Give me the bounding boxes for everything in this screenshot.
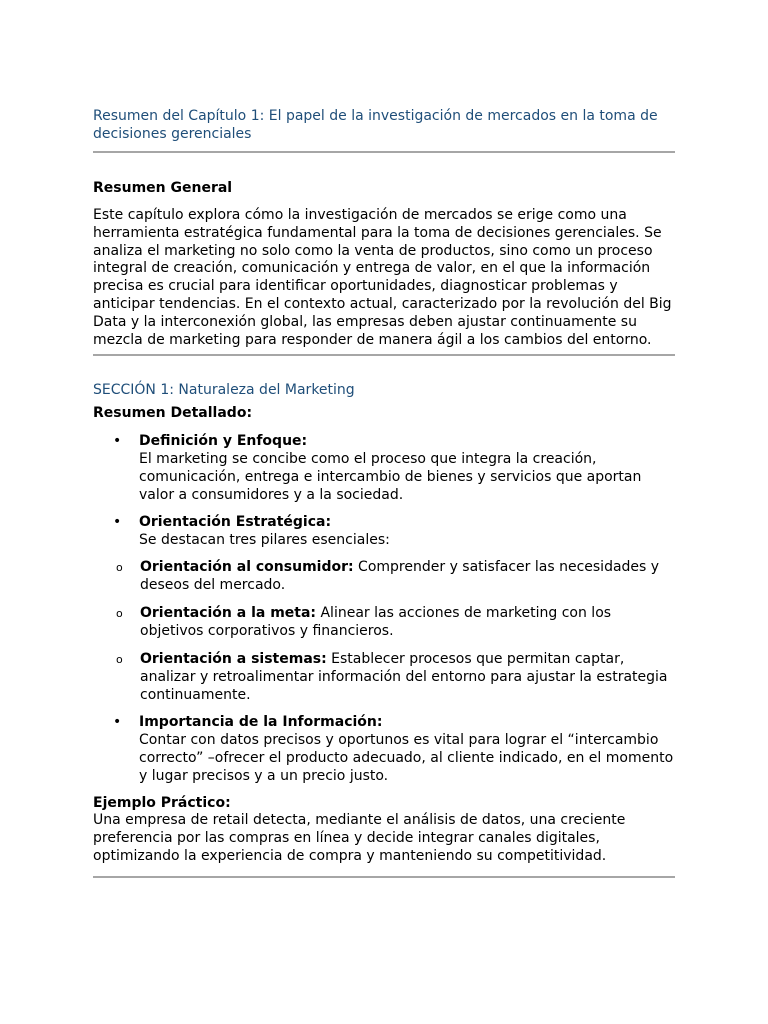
list-item [93, 513, 675, 704]
bullet-marker: • [113, 433, 122, 450]
item-label: Importancia de la Información: [139, 714, 383, 731]
example-heading: Ejemplo Práctico: [93, 795, 231, 812]
sub-list-item [93, 650, 675, 704]
detailed-summary-heading: Resumen Detallado: [93, 405, 253, 422]
subitem-text: Establecer procesos que permitan captar, analizar y retroalimentar información del entorno para ajustar la estrategia continuamente. [140, 651, 668, 704]
list-item [93, 713, 675, 785]
subitem-label: Orientación a la meta: [140, 605, 317, 622]
sub-bullet-marker: o [116, 607, 123, 621]
sub-list-item [93, 604, 675, 640]
example-text: Una empresa de retail detecta, mediante el análisis de datos, una creciente preferencia por las compras en línea y decide integrar canales digitales, optimizando la experiencia de compra y manteniendo su competitividad. [93, 812, 626, 864]
general-summary-heading: Resumen General [93, 180, 233, 196]
summary-bullet-list [93, 432, 675, 785]
section-1-title: SECCIÓN 1: Naturaleza del Marketing [93, 382, 355, 399]
sub-list [93, 558, 675, 704]
item-text: Se destacan tres pilares esenciales: [139, 532, 390, 549]
subitem-label: Orientación a sistemas: [140, 651, 327, 668]
item-text: Contar con datos precisos y oportunos es vital para lograr el “intercambio correcto” –ofrecer el producto adecuado, al cliente indicado, en el momento y lugar precisos y a un precio justo. [139, 732, 674, 785]
general-summary-text: Este capítulo explora cómo la investigación de mercados se erige como una herramienta estratégica fundamental para la toma de decisiones gerenciales. Se analiza el marketing no solo como la venta de productos, sino como un proceso integral de creación, comunicación y entrega de valor, en el que la información precisa es crucial para identificar oportunidades, diagnosticar problemas y anticipar tendencias. En el contexto actual, caracterizado por la revolución del Big Data y la interconexión global, las empresas deben ajustar continuamente su mezcla de marketing para responder de manera ágil a los cambios del entorno. [93, 207, 672, 348]
item-label: Definición y Enfoque: [139, 433, 308, 450]
divider [93, 354, 675, 356]
item-label: Orientación Estratégica: [139, 514, 332, 531]
sub-bullet-marker: o [116, 561, 123, 575]
item-text: El marketing se concibe como el proceso que integra la creación, comunicación, entrega e intercambio de bienes y servicios que aportan valor a consumidores y a la sociedad. [139, 451, 642, 504]
document-page [93, 107, 675, 878]
document-title: Resumen del Capítulo 1: El papel de la investigación de mercados en la toma de decisiones gerenciales [93, 108, 658, 142]
sub-list-item [93, 558, 675, 594]
bullet-marker: • [113, 714, 122, 731]
sub-bullet-marker: o [116, 653, 123, 667]
divider [93, 876, 675, 878]
bullet-marker: • [113, 514, 122, 531]
subitem-text: Comprender y satisfacer las necesidades y deseos del mercado. [140, 559, 660, 594]
list-item [93, 432, 675, 504]
divider [93, 151, 675, 153]
subitem-text: Alinear las acciones de marketing con los objetivos corporativos y financieros. [140, 605, 612, 640]
subitem-label: Orientación al consumidor: [140, 559, 354, 576]
